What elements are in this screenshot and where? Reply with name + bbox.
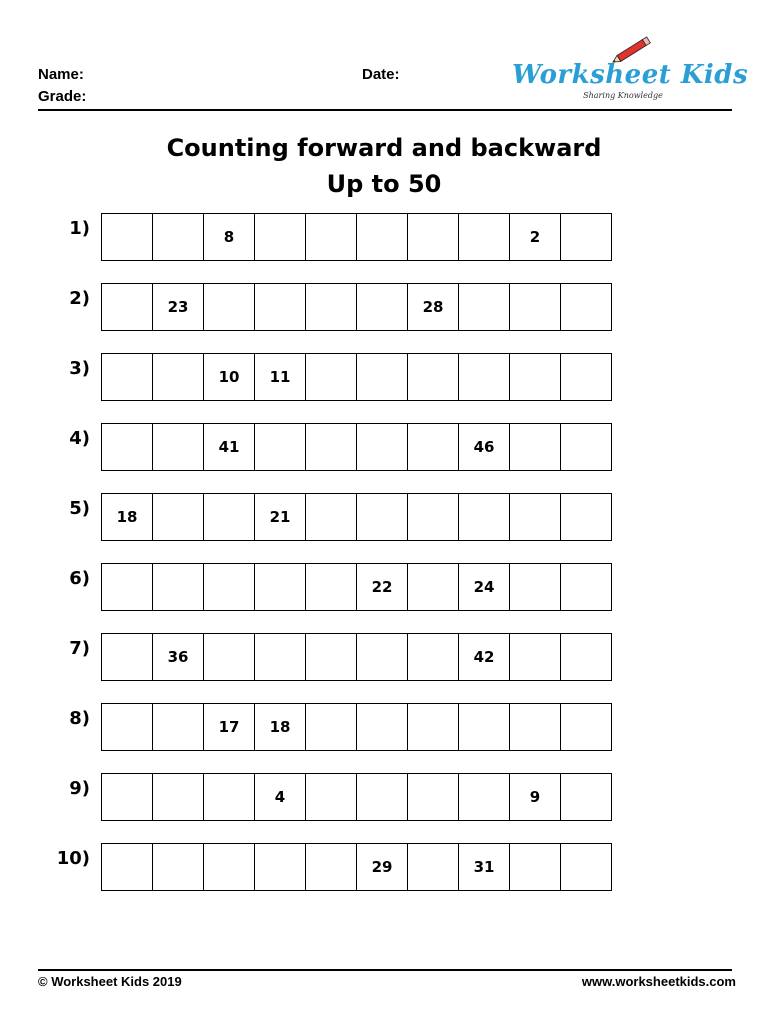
question-number: 7): [69, 638, 90, 659]
question-number: 6): [69, 568, 90, 589]
given-number-box: 18: [101, 493, 153, 541]
given-number-box: 9: [509, 773, 561, 821]
blank-answer-box[interactable]: [101, 633, 153, 681]
blank-answer-box[interactable]: [101, 213, 153, 261]
blank-answer-box[interactable]: [203, 633, 255, 681]
blank-answer-box[interactable]: [509, 633, 561, 681]
logo-tagline: Sharing Knowledge: [583, 91, 663, 100]
footer-website: www.worksheetkids.com: [581, 974, 736, 989]
blank-answer-box[interactable]: [152, 493, 204, 541]
number-row: [101, 493, 612, 541]
logo-brand-text: Worksheet Kids: [512, 60, 749, 90]
given-number-box: 18: [254, 703, 306, 751]
number-row: [101, 563, 612, 611]
blank-answer-box[interactable]: [509, 563, 561, 611]
blank-answer-box[interactable]: [560, 283, 612, 331]
blank-answer-box[interactable]: [203, 493, 255, 541]
number-row: [101, 773, 612, 821]
number-row: [101, 213, 612, 261]
blank-answer-box[interactable]: [356, 633, 408, 681]
blank-answer-box[interactable]: [152, 213, 204, 261]
blank-answer-box[interactable]: [305, 703, 357, 751]
blank-answer-box[interactable]: [356, 283, 408, 331]
blank-answer-box[interactable]: [152, 423, 204, 471]
number-row: [101, 633, 612, 681]
blank-answer-box[interactable]: [560, 423, 612, 471]
blank-answer-box[interactable]: [203, 283, 255, 331]
blank-answer-box[interactable]: [356, 493, 408, 541]
blank-answer-box[interactable]: [101, 703, 153, 751]
given-number-box: 21: [254, 493, 306, 541]
blank-answer-box[interactable]: [152, 703, 204, 751]
blank-answer-box[interactable]: [560, 843, 612, 891]
blank-answer-box[interactable]: [509, 423, 561, 471]
number-row: [101, 703, 612, 751]
blank-answer-box[interactable]: [254, 213, 306, 261]
blank-answer-box[interactable]: [356, 423, 408, 471]
blank-answer-box[interactable]: [356, 213, 408, 261]
blank-answer-box[interactable]: [254, 633, 306, 681]
question-number: 5): [69, 498, 90, 519]
given-number-box: 11: [254, 353, 306, 401]
given-number-box: 29: [356, 843, 408, 891]
blank-answer-box[interactable]: [101, 423, 153, 471]
given-number-box: 36: [152, 633, 204, 681]
blank-answer-box[interactable]: [305, 563, 357, 611]
question-number: 10): [56, 848, 90, 869]
given-number-box: 31: [458, 843, 510, 891]
blank-answer-box[interactable]: [305, 213, 357, 261]
question-number: 1): [69, 218, 90, 239]
blank-answer-box[interactable]: [101, 283, 153, 331]
blank-answer-box[interactable]: [458, 353, 510, 401]
blank-answer-box[interactable]: [356, 353, 408, 401]
blank-answer-box[interactable]: [152, 353, 204, 401]
blank-answer-box[interactable]: [101, 563, 153, 611]
given-number-box: 10: [203, 353, 255, 401]
number-row: [101, 283, 612, 331]
blank-answer-box[interactable]: [152, 843, 204, 891]
blank-answer-box[interactable]: [305, 423, 357, 471]
blank-answer-box[interactable]: [509, 493, 561, 541]
given-number-box: 41: [203, 423, 255, 471]
worksheet-subtitle: Up to 50: [326, 170, 442, 198]
given-number-box: 8: [203, 213, 255, 261]
given-number-box: 23: [152, 283, 204, 331]
blank-answer-box[interactable]: [407, 703, 459, 751]
grade-label: Grade:: [38, 88, 87, 105]
blank-answer-box[interactable]: [305, 493, 357, 541]
blank-answer-box[interactable]: [560, 563, 612, 611]
given-number-box: 2: [509, 213, 561, 261]
worksheet-title: Counting forward and backward: [166, 134, 602, 162]
question-number: 9): [69, 778, 90, 799]
given-number-box: 42: [458, 633, 510, 681]
question-number: 2): [69, 288, 90, 309]
blank-answer-box[interactable]: [305, 773, 357, 821]
given-number-box: 46: [458, 423, 510, 471]
blank-answer-box[interactable]: [254, 563, 306, 611]
question-number: 4): [69, 428, 90, 449]
blank-answer-box[interactable]: [509, 353, 561, 401]
blank-answer-box[interactable]: [101, 353, 153, 401]
blank-answer-box[interactable]: [560, 213, 612, 261]
blank-answer-box[interactable]: [203, 563, 255, 611]
blank-answer-box[interactable]: [458, 493, 510, 541]
blank-answer-box[interactable]: [560, 703, 612, 751]
blank-answer-box[interactable]: [407, 353, 459, 401]
header-divider: [38, 109, 732, 111]
date-label: Date:: [362, 66, 400, 83]
blank-answer-box[interactable]: [356, 773, 408, 821]
question-number: 8): [69, 708, 90, 729]
blank-answer-box[interactable]: [560, 493, 612, 541]
blank-answer-box[interactable]: [101, 773, 153, 821]
blank-answer-box[interactable]: [356, 703, 408, 751]
given-number-box: 22: [356, 563, 408, 611]
blank-answer-box[interactable]: [560, 773, 612, 821]
blank-answer-box[interactable]: [254, 843, 306, 891]
blank-answer-box[interactable]: [407, 213, 459, 261]
blank-answer-box[interactable]: [407, 563, 459, 611]
blank-answer-box[interactable]: [254, 423, 306, 471]
given-number-box: 17: [203, 703, 255, 751]
blank-answer-box[interactable]: [254, 283, 306, 331]
question-number: 3): [69, 358, 90, 379]
blank-answer-box[interactable]: [203, 843, 255, 891]
given-number-box: 24: [458, 563, 510, 611]
name-label: Name:: [38, 66, 84, 83]
blank-answer-box[interactable]: [458, 773, 510, 821]
blank-answer-box[interactable]: [152, 563, 204, 611]
blank-answer-box[interactable]: [407, 493, 459, 541]
footer-divider: [38, 969, 732, 971]
blank-answer-box[interactable]: [458, 703, 510, 751]
number-row: [101, 843, 612, 891]
blank-answer-box[interactable]: [305, 633, 357, 681]
blank-answer-box[interactable]: [509, 703, 561, 751]
number-row: [101, 423, 612, 471]
blank-answer-box[interactable]: [458, 283, 510, 331]
blank-answer-box[interactable]: [458, 213, 510, 261]
blank-answer-box[interactable]: [407, 843, 459, 891]
given-number-box: 4: [254, 773, 306, 821]
blank-answer-box[interactable]: [203, 773, 255, 821]
blank-answer-box[interactable]: [152, 773, 204, 821]
blank-answer-box[interactable]: [407, 423, 459, 471]
blank-answer-box[interactable]: [305, 843, 357, 891]
blank-answer-box[interactable]: [509, 843, 561, 891]
blank-answer-box[interactable]: [560, 633, 612, 681]
blank-answer-box[interactable]: [407, 773, 459, 821]
footer-copyright: © Worksheet Kids 2019: [38, 974, 182, 989]
number-row: [101, 353, 612, 401]
given-number-box: 28: [407, 283, 459, 331]
blank-answer-box[interactable]: [509, 283, 561, 331]
blank-answer-box[interactable]: [560, 353, 612, 401]
blank-answer-box[interactable]: [407, 633, 459, 681]
blank-answer-box[interactable]: [101, 843, 153, 891]
worksheet-kids-logo: [512, 34, 749, 104]
blank-answer-box[interactable]: [305, 353, 357, 401]
blank-answer-box[interactable]: [305, 283, 357, 331]
